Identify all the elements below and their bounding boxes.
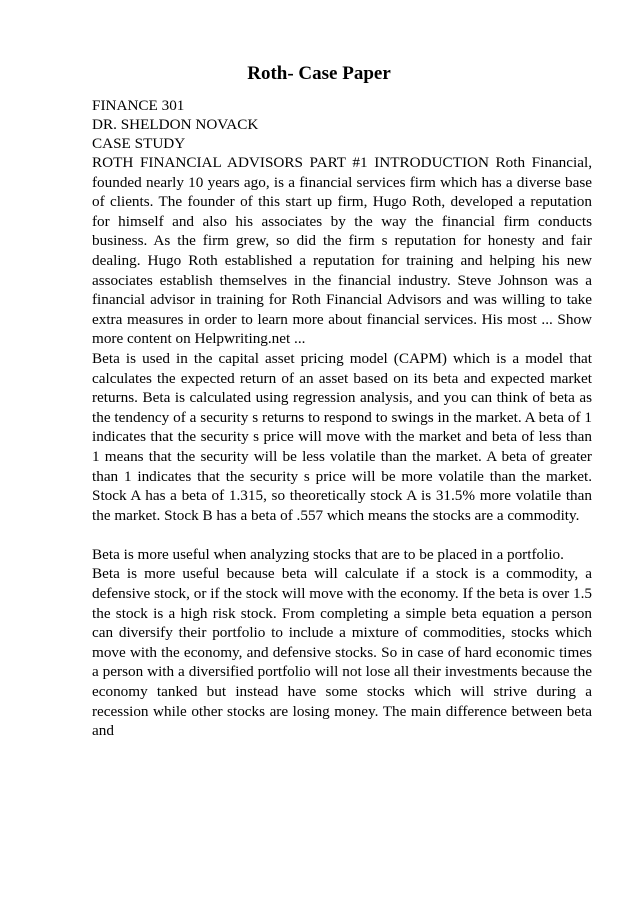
instructor-name: DR. SHELDON NOVACK (92, 116, 259, 133)
course-name: FINANCE 301 (92, 97, 185, 114)
assignment-type: CASE STUDY (92, 135, 186, 152)
course-header (92, 96, 592, 153)
paragraph-spacer (92, 525, 592, 545)
document-body (92, 153, 592, 741)
paragraph-beta-capm: Beta is used in the capital asset pricing model (CAPM) which is a model that calculates the expected return of an asset based on its beta and expected market returns. Beta is calculated using regression analysis, and you can think of beta as the tendency of a security s returns to respond to swings in the market. A beta of 1 indicates that the security s price will move with the market and beta of less than 1 means that the security will be less volatile than the market. A beta of greater than 1 indicates that the security s price will be more volatile than the market. Stock A has a beta of 1.315, so theoretically stock A is 31.5% more volatile than the market. Stock B has a beta of .557 which means the stocks are a commodity. (92, 349, 592, 524)
paragraph-introduction: ROTH FINANCIAL ADVISORS PART #1 INTRODUCTION Roth Financial, founded nearly 10 years ago, is a financial services firm which has a diverse base of clients. The founder of this start up firm, Hugo Roth, developed a reputation for himself and also his associates by the way the financial firm conducts business. As the firm grew, so did the firm s reputation for honesty and fair dealing. Hugo Roth established a reputation for training and helping his new associates establish themselves in the financial industry. Steve Johnson was a financial advisor in training for Roth Financial Advisors and was willing to take extra measures in order to learn more about financial services. His most ... Show more content on Helpwriting.net ... (92, 154, 592, 348)
paragraph-beta-usefulness: Beta is more useful because beta will calculate if a stock is a commodity, a defensive stock, or if the stock will move with the economy. If the beta is over 1.5 the stock is a high risk stock. From completing a simple beta equation a person can diversify their portfolio to include a mixture of commodities, stocks which move with the economy, and defensive stocks. So in case of hard economic times a person with a diversified portfolio will not lose all their investments because the economy tanked but instead have some stocks which will strive during a recession while other stocks are losing money. The main difference between beta and (92, 565, 592, 740)
paragraph-beta-portfolio: Beta is more useful when analyzing stocks that are to be placed in a portfolio. (92, 545, 564, 563)
document-title: Roth- Case Paper (247, 63, 391, 84)
